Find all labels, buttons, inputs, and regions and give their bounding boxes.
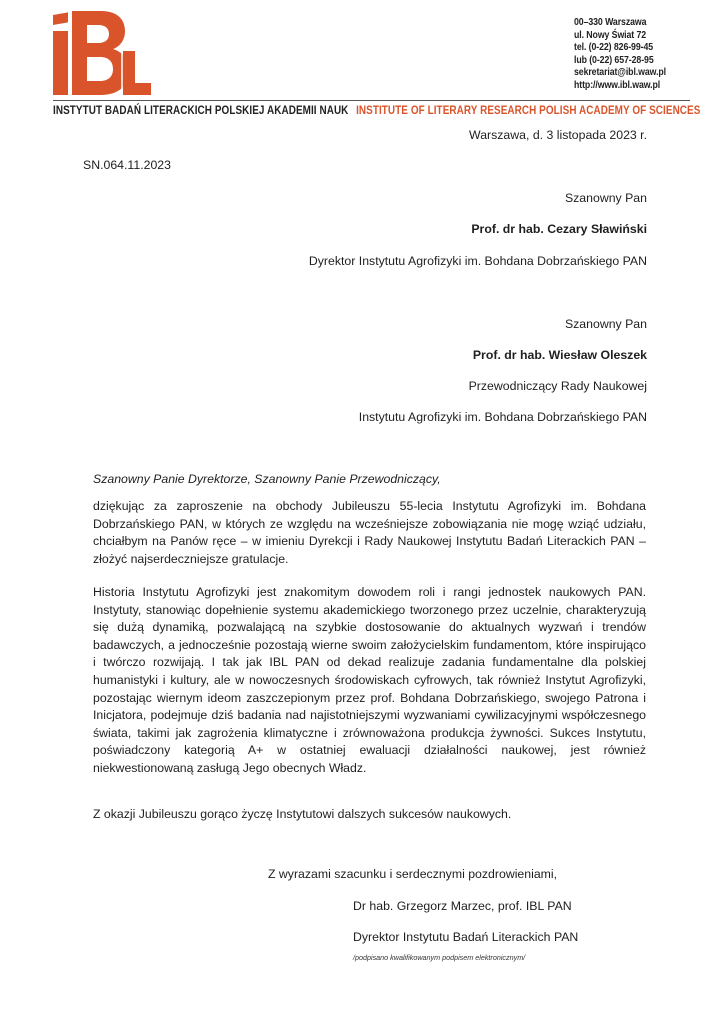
institute-name-line — [53, 103, 700, 117]
paragraph-2: Historia Instytutu Agrofizyki jest znakomitym dowodem roli i rangi jednostek naukowych PAN. Instytuty, stanowiąc dopełnienie systemu akademickiego tworzonego przez uczelnie, charakteryzują się dużą dynamiką, pozwalającą na szybkie dostosowanie do aktualnych wyzwań i trendów badawczych, a jednocześnie pozostają wierne swoim założycielskim fundamentom, które inspirująco i twórczo rozwijają. I tak jak IBL PAN od dekad realizuje zadania fundamentalne dla polskiej humanistyki i kultury, ale w nowoczesnych środowiskach cyfrowych, tak również Instytut Agrofizyki, pozostając wiernym ideom zaszczepionym przez prof. Bohdana Dobrzańskiego, swojego Patrona i Inicjatora, podejmuje dziś badania nad najistotniejszymi wyzwaniami cywilizacyjnymi współczesnego świata, takimi jak zagrożenia klimatyczne i zrównoważona produkcja żywności. Sukces Instytutu, poświadczony kategorią A+ w ostatniej ewaluacji działalności naukowej, jest również niekwestionowaną zasługą Jego obecnych Władz. — [93, 585, 646, 775]
contact-phone: tel. (0-22) 826-99-45 — [574, 42, 654, 54]
closing-line: Z wyrazami szacunku i serdecznymi pozdrowieniami, — [268, 867, 558, 881]
contact-block — [574, 17, 666, 93]
contact-phone-alt: lub (0-22) 657-28-95 — [574, 54, 654, 66]
header-divider — [53, 100, 690, 101]
institute-name-pl: INSTYTUT BADAŃ LITERACKICH POLSKIEJ AKADEMII NAUK — [53, 103, 349, 117]
contact-website[interactable]: http://www.ibl.waw.pl — [574, 79, 661, 91]
recipient-2-greeting: Szanowny Pan — [564, 317, 647, 331]
contact-street: ul. Nowy Świat 72 — [574, 29, 647, 41]
signatory-name: Dr hab. Grzegorz Marzec, prof. IBL PAN — [353, 899, 572, 913]
salutation: Szanowny Panie Dyrektorze, Szanowny Panie Przewodniczący, — [93, 472, 441, 486]
ibl-logo — [53, 11, 151, 95]
letter-date: Warszawa, d. 3 listopada 2023 r. — [469, 128, 647, 142]
contact-email[interactable]: sekretariat@ibl.waw.pl — [574, 67, 667, 79]
paragraph-3: Z okazji Jubileuszu gorąco życzę Instytutowi dalszych sukcesów naukowych. — [93, 807, 512, 821]
reference-number: SN.064.11.2023 — [83, 158, 171, 172]
signatory-title: Dyrektor Instytutu Badań Literackich PAN — [353, 930, 579, 944]
recipient-2-institution: Instytutu Agrofizyki im. Bohdana Dobrzańskiego PAN — [358, 410, 647, 424]
recipient-1-greeting: Szanowny Pan — [564, 191, 647, 205]
signature-note: /podpisano kwalifikowanym podpisem elektronicznym/ — [353, 953, 526, 962]
recipient-1-position: Dyrektor Instytutu Agrofizyki im. Bohdana Dobrzańskiego PAN — [308, 254, 647, 268]
institute-name-en: INSTITUTE OF LITERARY RESEARCH POLISH ACADEMY OF SCIENCES — [356, 103, 701, 117]
recipient-2-name: Prof. dr hab. Wiesław Oleszek — [472, 348, 647, 362]
recipient-2-position: Przewodniczący Rady Naukowej — [468, 379, 647, 393]
contact-postcode: 00–330 Warszawa — [574, 17, 647, 28]
recipient-1-name: Prof. dr hab. Cezary Sławiński — [471, 222, 647, 236]
paragraph-1: dziękując za zaproszenie na obchody Jubileuszu 55-lecia Instytutu Agrofizyki im. Bohdana Dobrzańskiego PAN, w których ze względu na wcześniejsze zobowiązania nie mogę wziąć udziału, chciałbym na Panów ręce – w imieniu Dyrekcji i Rady Naukowej Instytutu Badań Literackich PAN – złożyć najserdeczniejsze gratulacje. — [93, 499, 646, 566]
